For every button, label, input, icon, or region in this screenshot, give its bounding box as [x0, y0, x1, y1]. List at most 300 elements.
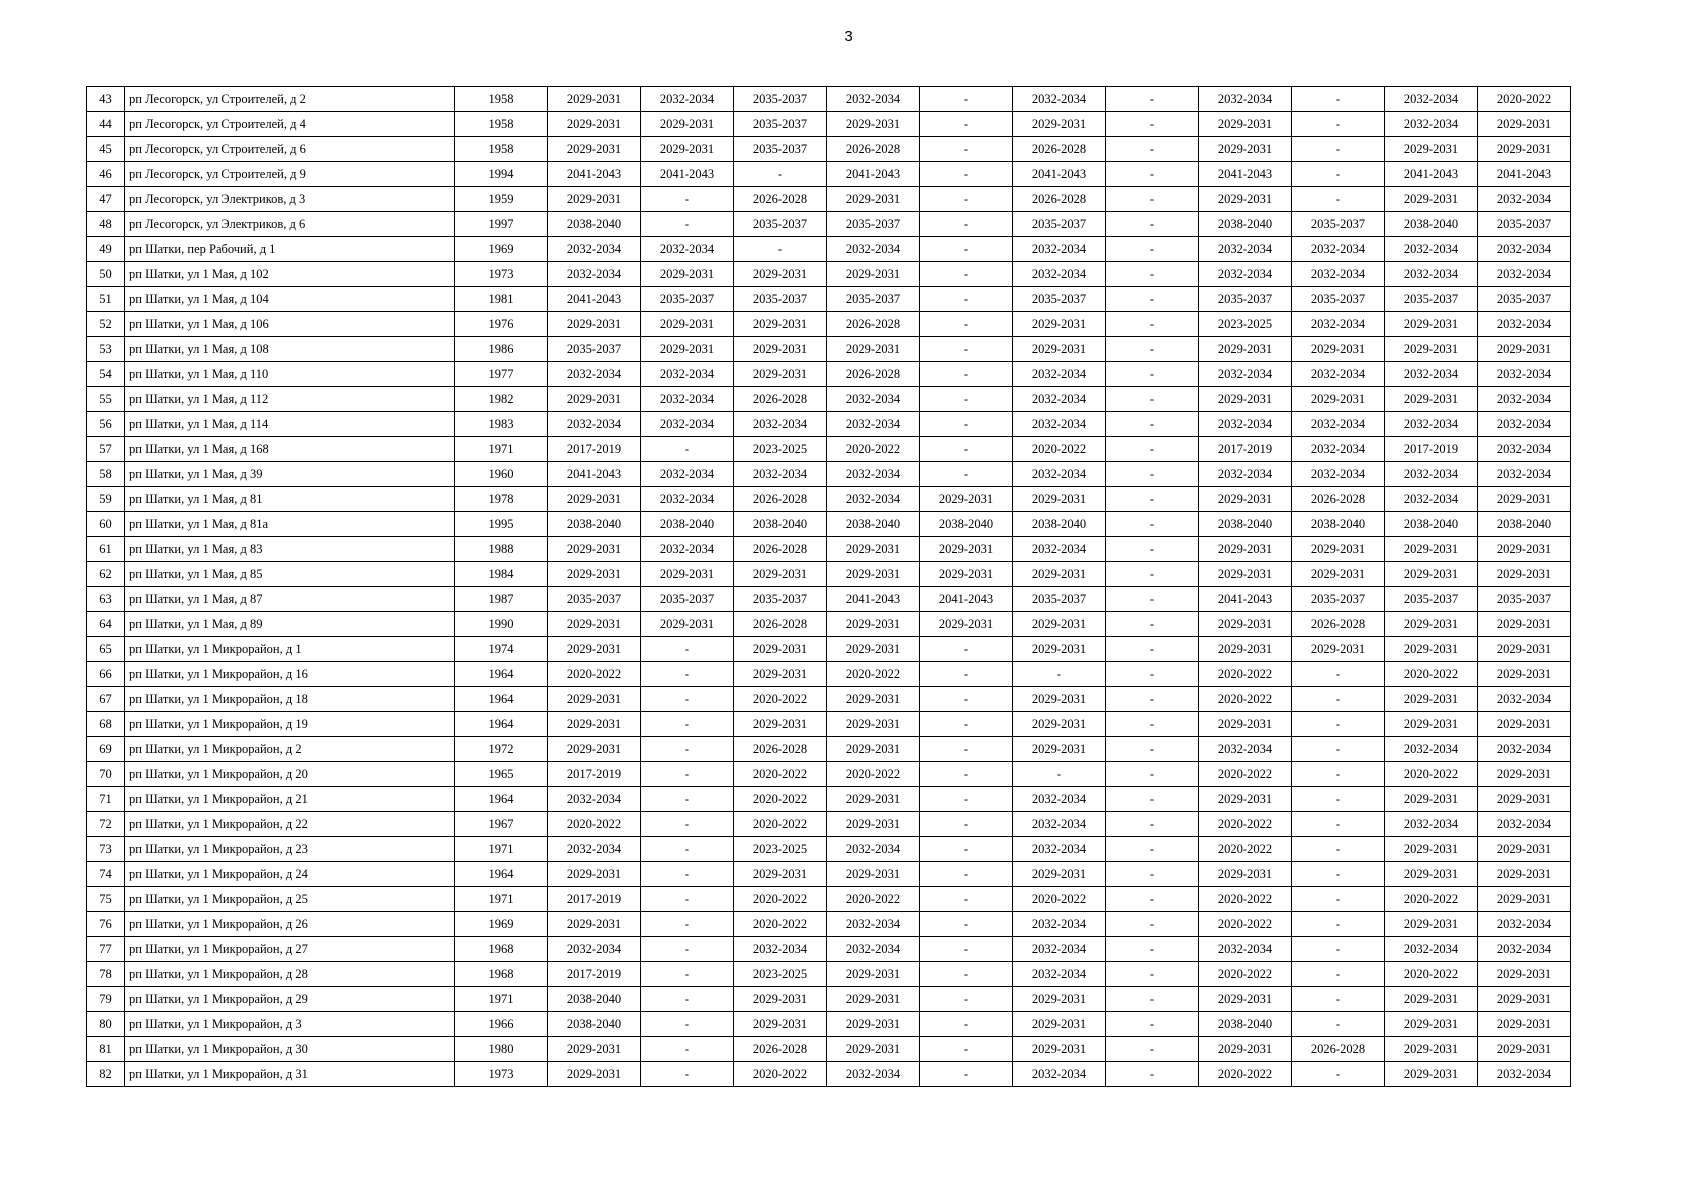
period-cell: 2017-2019: [548, 887, 641, 912]
period-cell: -: [641, 712, 734, 737]
period-cell: 2029-2031: [1385, 687, 1478, 712]
row-number-cell: 75: [87, 887, 125, 912]
period-cell: 2032-2034: [827, 87, 920, 112]
period-cell: 2032-2034: [548, 237, 641, 262]
period-cell: 2029-2031: [1199, 562, 1292, 587]
row-number-cell: 80: [87, 1012, 125, 1037]
period-cell: 2035-2037: [1013, 212, 1106, 237]
table-row: [87, 112, 1571, 137]
period-cell: 2032-2034: [1478, 412, 1571, 437]
period-cell: 2029-2031: [734, 1012, 827, 1037]
period-cell: -: [1013, 662, 1106, 687]
period-cell: 2029-2031: [827, 337, 920, 362]
period-cell: -: [1292, 987, 1385, 1012]
period-cell: 2029-2031: [548, 912, 641, 937]
period-cell: 2032-2034: [827, 1062, 920, 1087]
row-number-cell: 72: [87, 812, 125, 837]
period-cell: 2023-2025: [734, 437, 827, 462]
period-cell: 2029-2031: [1385, 187, 1478, 212]
period-cell: -: [920, 662, 1013, 687]
period-cell: 2032-2034: [641, 462, 734, 487]
table-row: [87, 537, 1571, 562]
address-cell: рп Шатки, ул 1 Микрорайон, д 19: [125, 712, 455, 737]
period-cell: 2029-2031: [827, 1037, 920, 1062]
year-built-cell: 1971: [455, 837, 548, 862]
period-cell: 2029-2031: [1199, 787, 1292, 812]
period-cell: -: [1292, 787, 1385, 812]
period-cell: 2041-2043: [1013, 162, 1106, 187]
period-cell: 2032-2034: [1013, 262, 1106, 287]
period-cell: 2020-2022: [1385, 962, 1478, 987]
period-cell: -: [1013, 762, 1106, 787]
period-cell: 2032-2034: [1199, 462, 1292, 487]
period-cell: 2029-2031: [1385, 137, 1478, 162]
year-built-cell: 1964: [455, 662, 548, 687]
row-number-cell: 64: [87, 612, 125, 637]
period-cell: 2029-2031: [548, 1062, 641, 1087]
period-cell: -: [920, 962, 1013, 987]
period-cell: 2035-2037: [548, 587, 641, 612]
period-cell: 2029-2031: [1013, 612, 1106, 637]
period-cell: -: [1106, 487, 1199, 512]
address-cell: рп Шатки, ул 1 Мая, д 104: [125, 287, 455, 312]
row-number-cell: 70: [87, 762, 125, 787]
period-cell: -: [1106, 312, 1199, 337]
period-cell: -: [1292, 887, 1385, 912]
address-cell: рп Лесогорск, ул Строителей, д 6: [125, 137, 455, 162]
period-cell: 2029-2031: [827, 737, 920, 762]
year-built-cell: 1969: [455, 237, 548, 262]
period-cell: 2029-2031: [734, 662, 827, 687]
table-row: [87, 262, 1571, 287]
period-cell: 2032-2034: [1199, 412, 1292, 437]
period-cell: 2035-2037: [1385, 287, 1478, 312]
period-cell: 2032-2034: [1013, 937, 1106, 962]
year-built-cell: 1967: [455, 812, 548, 837]
period-cell: 2032-2034: [1385, 737, 1478, 762]
period-cell: 2029-2031: [734, 637, 827, 662]
period-cell: 2029-2031: [920, 612, 1013, 637]
table-row: [87, 1062, 1571, 1087]
period-cell: 2029-2031: [1478, 787, 1571, 812]
period-cell: -: [1106, 1012, 1199, 1037]
period-cell: 2029-2031: [1478, 137, 1571, 162]
period-cell: 2032-2034: [1385, 362, 1478, 387]
period-cell: 2029-2031: [548, 637, 641, 662]
period-cell: 2020-2022: [734, 762, 827, 787]
period-cell: -: [920, 262, 1013, 287]
period-cell: -: [920, 312, 1013, 337]
period-cell: -: [1106, 712, 1199, 737]
row-number-cell: 68: [87, 712, 125, 737]
period-cell: 2029-2031: [1292, 562, 1385, 587]
year-built-cell: 1958: [455, 137, 548, 162]
period-cell: 2029-2031: [827, 962, 920, 987]
period-cell: 2029-2031: [734, 712, 827, 737]
period-cell: 2026-2028: [1292, 1037, 1385, 1062]
page-number: 3: [844, 28, 853, 45]
period-cell: 2029-2031: [641, 262, 734, 287]
period-cell: 2029-2031: [1199, 387, 1292, 412]
period-cell: 2032-2034: [1478, 737, 1571, 762]
period-cell: -: [920, 187, 1013, 212]
period-cell: 2035-2037: [734, 212, 827, 237]
year-built-cell: 1973: [455, 1062, 548, 1087]
address-cell: рп Шатки, ул 1 Мая, д 168: [125, 437, 455, 462]
period-cell: -: [1106, 237, 1199, 262]
period-cell: 2032-2034: [1292, 437, 1385, 462]
period-cell: 2035-2037: [734, 87, 827, 112]
row-number-cell: 65: [87, 637, 125, 662]
row-number-cell: 69: [87, 737, 125, 762]
period-cell: 2032-2034: [1478, 437, 1571, 462]
period-cell: 2029-2031: [1013, 1012, 1106, 1037]
period-cell: -: [1106, 337, 1199, 362]
period-cell: 2032-2034: [827, 387, 920, 412]
period-cell: 2038-2040: [1013, 512, 1106, 537]
period-cell: 2032-2034: [641, 362, 734, 387]
period-cell: 2029-2031: [827, 787, 920, 812]
table-row: [87, 737, 1571, 762]
period-cell: -: [920, 437, 1013, 462]
period-cell: -: [1106, 512, 1199, 537]
period-cell: -: [920, 362, 1013, 387]
address-cell: рп Шатки, ул 1 Микрорайон, д 20: [125, 762, 455, 787]
period-cell: 2041-2043: [641, 162, 734, 187]
year-built-cell: 1981: [455, 287, 548, 312]
period-cell: 2029-2031: [1199, 337, 1292, 362]
period-cell: 2029-2031: [548, 387, 641, 412]
period-cell: -: [734, 162, 827, 187]
period-cell: 2023-2025: [1199, 312, 1292, 337]
period-cell: 2029-2031: [1478, 112, 1571, 137]
period-cell: -: [1106, 462, 1199, 487]
period-cell: 2029-2031: [1013, 687, 1106, 712]
period-cell: 2041-2043: [1385, 162, 1478, 187]
period-cell: 2029-2031: [1385, 637, 1478, 662]
period-cell: 2020-2022: [548, 662, 641, 687]
period-cell: 2032-2034: [641, 387, 734, 412]
period-cell: 2032-2034: [1478, 687, 1571, 712]
period-cell: 2029-2031: [1478, 1037, 1571, 1062]
period-cell: -: [1106, 787, 1199, 812]
period-cell: 2020-2022: [1385, 887, 1478, 912]
period-cell: -: [1106, 637, 1199, 662]
period-cell: 2029-2031: [1013, 987, 1106, 1012]
period-cell: -: [734, 237, 827, 262]
period-cell: 2029-2031: [1385, 312, 1478, 337]
period-cell: 2029-2031: [1478, 487, 1571, 512]
period-cell: -: [920, 112, 1013, 137]
period-cell: -: [920, 137, 1013, 162]
period-cell: 2026-2028: [1013, 187, 1106, 212]
year-built-cell: 1994: [455, 162, 548, 187]
period-cell: -: [641, 762, 734, 787]
year-built-cell: 1958: [455, 87, 548, 112]
period-cell: 2032-2034: [1199, 87, 1292, 112]
row-number-cell: 63: [87, 587, 125, 612]
period-cell: 2020-2022: [734, 887, 827, 912]
period-cell: -: [1106, 887, 1199, 912]
row-number-cell: 54: [87, 362, 125, 387]
address-cell: рп Шатки, ул 1 Микрорайон, д 22: [125, 812, 455, 837]
period-cell: -: [920, 387, 1013, 412]
period-cell: 2020-2022: [548, 812, 641, 837]
period-cell: -: [1106, 162, 1199, 187]
schedule-table: [86, 86, 1571, 1087]
period-cell: -: [920, 287, 1013, 312]
row-number-cell: 79: [87, 987, 125, 1012]
period-cell: 2029-2031: [1478, 612, 1571, 637]
period-cell: 2032-2034: [1292, 237, 1385, 262]
period-cell: 2032-2034: [734, 462, 827, 487]
year-built-cell: 1987: [455, 587, 548, 612]
period-cell: 2026-2028: [734, 1037, 827, 1062]
period-cell: -: [641, 837, 734, 862]
period-cell: -: [1106, 262, 1199, 287]
period-cell: -: [920, 987, 1013, 1012]
period-cell: -: [1106, 437, 1199, 462]
period-cell: -: [920, 462, 1013, 487]
period-cell: 2032-2034: [548, 412, 641, 437]
period-cell: 2029-2031: [1478, 862, 1571, 887]
period-cell: -: [1292, 937, 1385, 962]
table-row: [87, 337, 1571, 362]
period-cell: 2029-2031: [1199, 637, 1292, 662]
period-cell: 2032-2034: [1478, 912, 1571, 937]
period-cell: 2035-2037: [1385, 587, 1478, 612]
period-cell: 2035-2037: [734, 287, 827, 312]
period-cell: -: [1292, 662, 1385, 687]
table-row: [87, 412, 1571, 437]
period-cell: 2029-2031: [734, 362, 827, 387]
address-cell: рп Шатки, ул 1 Мая, д 83: [125, 537, 455, 562]
table-row: [87, 887, 1571, 912]
year-built-cell: 1988: [455, 537, 548, 562]
period-cell: 2020-2022: [1199, 812, 1292, 837]
period-cell: -: [920, 937, 1013, 962]
address-cell: рп Шатки, ул 1 Мая, д 108: [125, 337, 455, 362]
table-row: [87, 187, 1571, 212]
period-cell: 2032-2034: [548, 937, 641, 962]
period-cell: 2029-2031: [1199, 137, 1292, 162]
table-row: [87, 912, 1571, 937]
period-cell: 2020-2022: [1199, 887, 1292, 912]
table-row: [87, 437, 1571, 462]
period-cell: -: [1106, 1037, 1199, 1062]
address-cell: рп Шатки, ул 1 Мая, д 89: [125, 612, 455, 637]
table-row: [87, 287, 1571, 312]
period-cell: 2032-2034: [827, 237, 920, 262]
row-number-cell: 74: [87, 862, 125, 887]
period-cell: 2038-2040: [548, 1012, 641, 1037]
address-cell: рп Шатки, ул 1 Мая, д 114: [125, 412, 455, 437]
period-cell: 2029-2031: [1199, 487, 1292, 512]
address-cell: рп Шатки, ул 1 Мая, д 112: [125, 387, 455, 412]
row-number-cell: 59: [87, 487, 125, 512]
year-built-cell: 1968: [455, 937, 548, 962]
period-cell: 2020-2022: [734, 687, 827, 712]
period-cell: 2035-2037: [641, 587, 734, 612]
year-built-cell: 1972: [455, 737, 548, 762]
address-cell: рп Лесогорск, ул Строителей, д 9: [125, 162, 455, 187]
period-cell: 2029-2031: [1292, 337, 1385, 362]
row-number-cell: 66: [87, 662, 125, 687]
period-cell: 2032-2034: [827, 937, 920, 962]
period-cell: 2032-2034: [1385, 487, 1478, 512]
period-cell: 2020-2022: [1385, 762, 1478, 787]
period-cell: 2038-2040: [641, 512, 734, 537]
period-cell: -: [1106, 362, 1199, 387]
address-cell: рп Шатки, ул 1 Микрорайон, д 18: [125, 687, 455, 712]
address-cell: рп Шатки, ул 1 Мая, д 85: [125, 562, 455, 587]
table-row: [87, 762, 1571, 787]
period-cell: 2026-2028: [734, 612, 827, 637]
period-cell: -: [1106, 612, 1199, 637]
table-row: [87, 162, 1571, 187]
period-cell: 2029-2031: [1385, 537, 1478, 562]
period-cell: 2029-2031: [734, 987, 827, 1012]
row-number-cell: 49: [87, 237, 125, 262]
period-cell: 2020-2022: [1199, 837, 1292, 862]
period-cell: 2032-2034: [827, 462, 920, 487]
period-cell: -: [641, 1012, 734, 1037]
period-cell: 2032-2034: [1478, 462, 1571, 487]
row-number-cell: 77: [87, 937, 125, 962]
period-cell: 2032-2034: [1199, 937, 1292, 962]
period-cell: 2029-2031: [548, 87, 641, 112]
table-row: [87, 812, 1571, 837]
period-cell: 2035-2037: [1292, 287, 1385, 312]
period-cell: 2032-2034: [1478, 362, 1571, 387]
table-body: [87, 87, 1571, 1087]
period-cell: 2029-2031: [548, 712, 641, 737]
year-built-cell: 1983: [455, 412, 548, 437]
period-cell: 2029-2031: [827, 637, 920, 662]
period-cell: -: [920, 762, 1013, 787]
period-cell: 2041-2043: [1478, 162, 1571, 187]
period-cell: 2026-2028: [1292, 487, 1385, 512]
period-cell: -: [1292, 837, 1385, 862]
period-cell: -: [1106, 387, 1199, 412]
period-cell: 2017-2019: [1199, 437, 1292, 462]
period-cell: 2032-2034: [734, 412, 827, 437]
table-row: [87, 712, 1571, 737]
period-cell: 2032-2034: [827, 487, 920, 512]
row-number-cell: 58: [87, 462, 125, 487]
period-cell: 2029-2031: [1199, 187, 1292, 212]
address-cell: рп Шатки, ул 1 Микрорайон, д 16: [125, 662, 455, 687]
period-cell: 2029-2031: [641, 562, 734, 587]
period-cell: -: [920, 812, 1013, 837]
period-cell: 2023-2025: [734, 837, 827, 862]
table-row: [87, 312, 1571, 337]
period-cell: 2029-2031: [1478, 837, 1571, 862]
address-cell: рп Лесогорск, ул Электриков, д 3: [125, 187, 455, 212]
period-cell: -: [920, 1012, 1013, 1037]
period-cell: 2029-2031: [827, 987, 920, 1012]
period-cell: 2029-2031: [734, 337, 827, 362]
period-cell: 2020-2022: [734, 812, 827, 837]
period-cell: 2032-2034: [1199, 237, 1292, 262]
period-cell: 2029-2031: [548, 687, 641, 712]
year-built-cell: 1964: [455, 687, 548, 712]
period-cell: 2026-2028: [827, 312, 920, 337]
period-cell: 2032-2034: [734, 937, 827, 962]
row-number-cell: 78: [87, 962, 125, 987]
period-cell: 2035-2037: [734, 112, 827, 137]
period-cell: 2032-2034: [1013, 812, 1106, 837]
year-built-cell: 1964: [455, 787, 548, 812]
period-cell: -: [1292, 112, 1385, 137]
table-row: [87, 1037, 1571, 1062]
period-cell: 2032-2034: [641, 537, 734, 562]
period-cell: 2029-2031: [1385, 387, 1478, 412]
period-cell: 2032-2034: [548, 787, 641, 812]
address-cell: рп Шатки, ул 1 Микрорайон, д 30: [125, 1037, 455, 1062]
period-cell: 2032-2034: [1292, 412, 1385, 437]
row-number-cell: 45: [87, 137, 125, 162]
period-cell: 2032-2034: [1385, 112, 1478, 137]
period-cell: 2032-2034: [1013, 237, 1106, 262]
period-cell: 2032-2034: [1385, 812, 1478, 837]
address-cell: рп Шатки, ул 1 Микрорайон, д 2: [125, 737, 455, 762]
period-cell: 2029-2031: [548, 537, 641, 562]
period-cell: 2029-2031: [1478, 712, 1571, 737]
year-built-cell: 1974: [455, 637, 548, 662]
period-cell: -: [920, 687, 1013, 712]
period-cell: 2032-2034: [1478, 812, 1571, 837]
period-cell: -: [1106, 87, 1199, 112]
row-number-cell: 48: [87, 212, 125, 237]
period-cell: 2032-2034: [1478, 937, 1571, 962]
period-cell: 2026-2028: [734, 537, 827, 562]
period-cell: -: [641, 437, 734, 462]
year-built-cell: 1969: [455, 912, 548, 937]
period-cell: 2029-2031: [1478, 337, 1571, 362]
period-cell: 2029-2031: [827, 687, 920, 712]
period-cell: 2032-2034: [1292, 312, 1385, 337]
period-cell: -: [641, 212, 734, 237]
period-cell: -: [641, 787, 734, 812]
period-cell: -: [920, 637, 1013, 662]
year-built-cell: 1980: [455, 1037, 548, 1062]
period-cell: 2029-2031: [1013, 487, 1106, 512]
period-cell: 2038-2040: [1478, 512, 1571, 537]
period-cell: 2029-2031: [1478, 1012, 1571, 1037]
year-built-cell: 1958: [455, 112, 548, 137]
year-built-cell: 1966: [455, 1012, 548, 1037]
period-cell: 2029-2031: [1478, 562, 1571, 587]
period-cell: -: [641, 1062, 734, 1087]
period-cell: 2029-2031: [548, 562, 641, 587]
period-cell: 2029-2031: [1292, 537, 1385, 562]
row-number-cell: 46: [87, 162, 125, 187]
period-cell: 2032-2034: [641, 412, 734, 437]
period-cell: 2041-2043: [548, 287, 641, 312]
period-cell: 2020-2022: [1013, 437, 1106, 462]
period-cell: -: [1106, 962, 1199, 987]
period-cell: -: [920, 1062, 1013, 1087]
period-cell: 2032-2034: [548, 837, 641, 862]
year-built-cell: 1997: [455, 212, 548, 237]
period-cell: 2020-2022: [1013, 887, 1106, 912]
row-number-cell: 44: [87, 112, 125, 137]
period-cell: -: [1106, 562, 1199, 587]
period-cell: -: [920, 787, 1013, 812]
year-built-cell: 1982: [455, 387, 548, 412]
period-cell: 2026-2028: [734, 487, 827, 512]
